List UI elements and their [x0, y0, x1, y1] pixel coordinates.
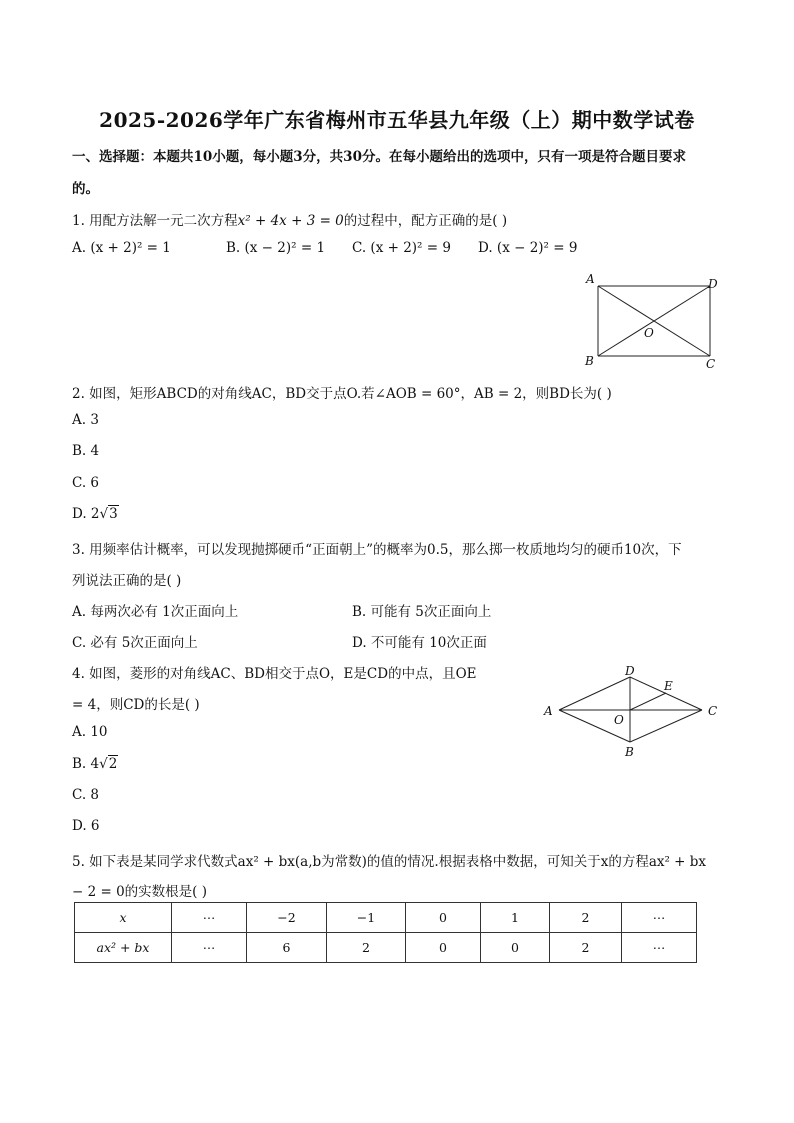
rhombus-figure [540, 660, 730, 762]
section-heading-line2: 的。 [72, 181, 99, 197]
table-cell: 1 [481, 903, 550, 933]
rhombus-label-o: O [614, 713, 624, 727]
rectangle-figure [580, 270, 720, 376]
rect-label-a: A [586, 272, 595, 286]
rect-label-c: C [706, 357, 716, 371]
table-cell: 6 [247, 933, 327, 963]
q3-option-d: D. 不可能有 10次正面 [352, 635, 487, 651]
q4-option-b: B. 4√2 [72, 756, 118, 772]
table-row [75, 933, 697, 963]
table-cell: ax² + bx [75, 933, 172, 963]
q3-option-c: C. 必有 5次正面向上 [72, 635, 198, 651]
exam-title: 2025-2026学年广东省梅州市五华县九年级（上）期中数学试卷 [99, 108, 695, 132]
q2-option-d: D. 2√3 [72, 506, 118, 522]
table-cell: ⋯ [622, 903, 697, 933]
table-cell: 2 [550, 903, 622, 933]
q4-option-c: C. 8 [72, 787, 100, 803]
q1-stem-a: 1. 用配方法解一元二次方程 [72, 213, 238, 229]
q4-option-b-text: B. 4 [72, 756, 100, 772]
value-table [74, 902, 697, 963]
q1-option-c: C. (x + 2)² = 9 [352, 240, 451, 256]
table-cell: −1 [327, 903, 406, 933]
rhombus-label-c: C [708, 704, 718, 718]
table-cell: 0 [406, 903, 481, 933]
rect-label-d: D [708, 277, 718, 291]
rhombus-label-a: A [544, 704, 553, 718]
rhombus-label-d: D [625, 664, 635, 678]
question-3-line1: 3. 用频率估计概率，可以发现抛掷硬币“正面朝上”的概率为0.5，那么掷一枚质地均匀的硬币10次，下 [72, 542, 682, 558]
table-cell: 0 [406, 933, 481, 963]
table-cell: ⋯ [172, 903, 247, 933]
table-cell: −2 [247, 903, 327, 933]
q2-option-b: B. 4 [72, 443, 100, 459]
table-cell: ⋯ [172, 933, 247, 963]
question-5-line2: − 2 = 0的实数根是( ) [72, 884, 207, 900]
table-cell: 0 [481, 933, 550, 963]
question-3-line2: 列说法正确的是( ) [72, 573, 182, 589]
q2-option-d-text: D. 2 [72, 506, 100, 522]
q1-option-d: D. (x − 2)² = 9 [478, 240, 578, 256]
q4-option-a: A. 10 [72, 724, 108, 740]
rhombus-label-b: B [625, 745, 634, 759]
table-cell: x [75, 903, 172, 933]
question-4-line1: 4. 如图，菱形的对角线AC、BD相交于点O，E是CD的中点，且OE [72, 666, 477, 682]
section-heading-line1: 一、选择题：本题共10小题，每小题3分，共30分。在每小题给出的选项中，只有一项是符合题目要求 [72, 149, 686, 165]
rect-label-b: B [585, 354, 594, 368]
question-4-line2: = 4，则CD的长是( ) [72, 697, 200, 713]
q2-option-a: A. 3 [72, 412, 99, 428]
rhombus-label-e: E [664, 679, 673, 693]
q1-equation: x² + 4x + 3 = 0 [237, 213, 344, 229]
question-2-stem: 2. 如图，矩形ABCD的对角线AC，BD交于点O.若∠AOB = 60°，AB = 2，则BD长为( ) [72, 386, 612, 402]
table-cell: 2 [327, 933, 406, 963]
q1-stem-b: 的过程中，配方正确的是( ) [343, 213, 508, 229]
q4-option-b-radical: 2 [108, 756, 118, 772]
table-cell: ⋯ [622, 933, 697, 963]
q4-option-d: D. 6 [72, 818, 100, 834]
question-5-line1: 5. 如下表是某同学求代数式ax² + bx(a,b为常数)的值的情况.根据表格中数据，可知关于x的方程ax² + bx [72, 854, 707, 870]
rect-label-o: O [644, 326, 654, 340]
q2-option-d-radical: 3 [109, 506, 118, 522]
q3-option-b: B. 可能有 5次正面向上 [352, 604, 492, 620]
table-row [75, 903, 697, 933]
q2-option-c: C. 6 [72, 475, 100, 491]
question-1-stem [72, 209, 507, 229]
q3-option-a: A. 每两次必有 1次正面向上 [72, 604, 239, 620]
q1-option-b: B. (x − 2)² = 1 [226, 240, 326, 256]
q1-option-a: A. (x + 2)² = 1 [72, 240, 171, 256]
table-cell: 2 [550, 933, 622, 963]
